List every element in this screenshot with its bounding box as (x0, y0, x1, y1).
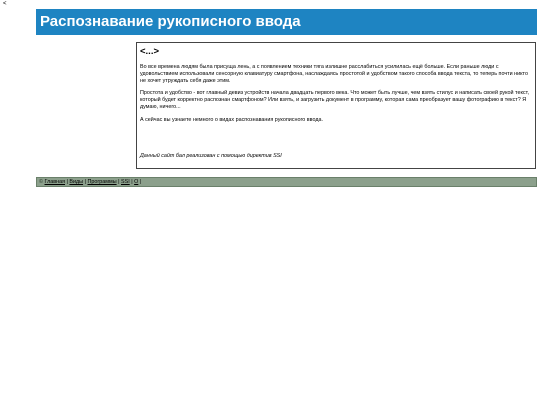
content-panel (136, 42, 536, 169)
paragraph-simplicity: Простота и удобство - вот главный девиз устройств начала двадцать первого века. Что может быть лучше, чем взять стилус и написать своей рукой текст, который будет корректно распознан смартфоном? Или взять, и загрузить документ в программу, которая сама преобразует вашу фотографию в текст? Я думаю, ничего... (140, 90, 529, 110)
copyright-symbol: © (39, 179, 43, 185)
nav-separator: | (84, 179, 86, 185)
nav-separator: | (131, 179, 133, 185)
nav-separator: | (66, 179, 68, 185)
nav-link-ssi[interactable]: SSI (121, 179, 130, 185)
nav-links-row (39, 179, 141, 186)
page-title: Распознавание рукописного ввода (40, 13, 301, 30)
nav-link-programs[interactable]: Программы (87, 179, 117, 185)
paragraph-intro: Во все времена людям была присуща лень, а с появлением техники тяга излишне расслабиться усилилась ещё больше. Если раньше люди с удовольствием использовали сенсорную клавиатуру смартфона, наслаждаясь простотой и удобством такого способа ввода текста, то теперь почти никто не хочет утруждать себя даже этим. (140, 64, 528, 84)
stray-character: < (3, 1, 7, 7)
nav-separator: | (139, 179, 142, 185)
nav-link-types[interactable]: Виды (69, 179, 84, 185)
nav-link-home[interactable]: Главная (44, 179, 66, 185)
nav-separator: | (118, 179, 120, 185)
paragraph-teaser: А сейчас вы узнаете немного о видах распознавания рукописного ввода. (140, 117, 323, 123)
navigation-bar (36, 177, 537, 187)
ssi-note: Данный сайт бал реализован с помощью директив SSI (140, 153, 282, 159)
nav-link-about[interactable]: О (134, 179, 139, 185)
content-heading: <...> (140, 46, 160, 57)
page-header (36, 9, 537, 35)
